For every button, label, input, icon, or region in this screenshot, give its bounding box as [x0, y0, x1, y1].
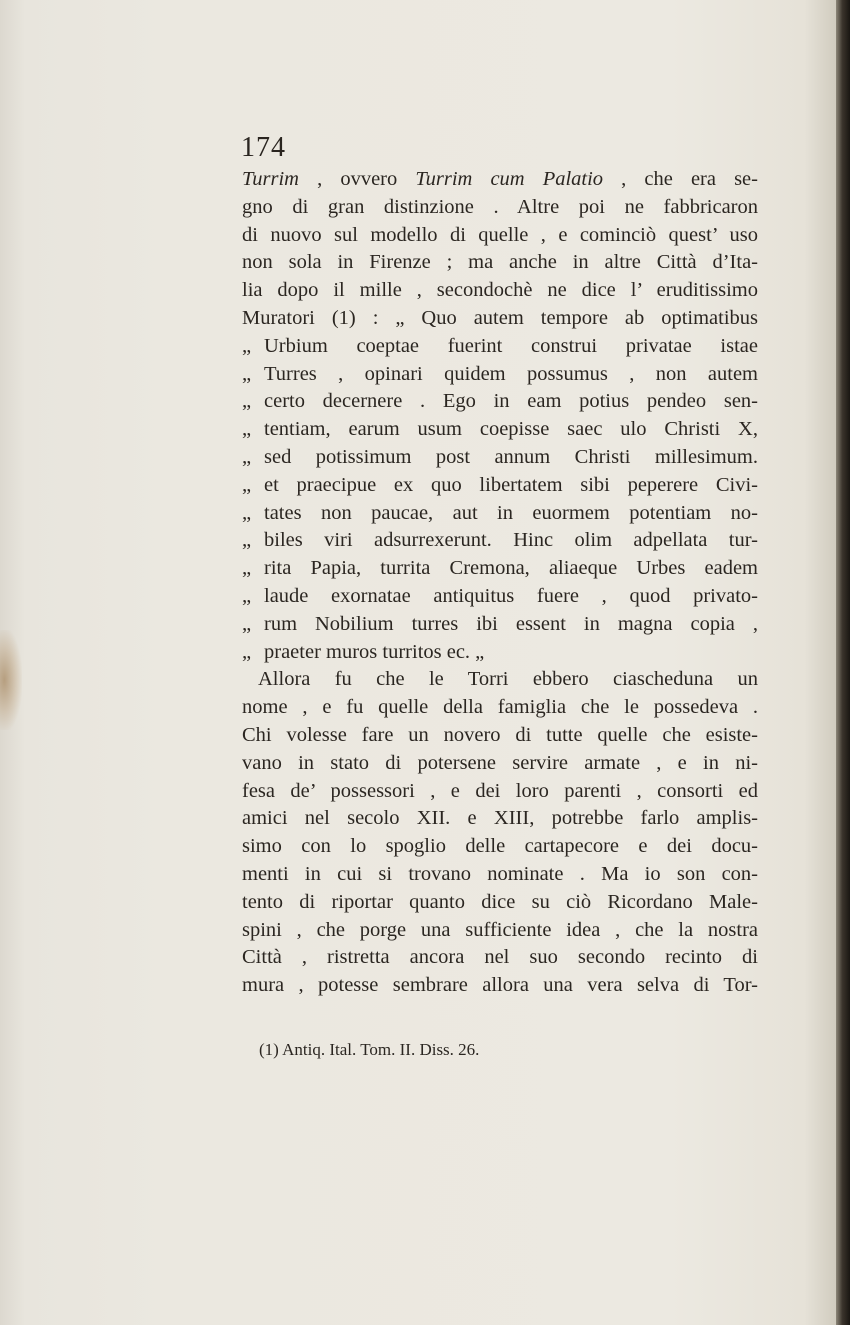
page-number: 174 — [241, 132, 286, 163]
text-line: fesa de’ possessori , e dei loro parenti , consorti ed — [242, 779, 758, 802]
quote-mark: „ — [242, 334, 252, 357]
paragraph-2 — [242, 666, 758, 1000]
quote-mark: „ — [242, 557, 252, 580]
quote-line: „ sed potissimum post annum Christi millesimum. — [242, 444, 758, 472]
italic-term: Turrim — [242, 168, 299, 190]
quote-line: „ rum Nobilium turres ibi essent in magna copia , — [242, 611, 758, 639]
text-line: menti in cui si trovano nominate . Ma io son con- — [242, 862, 758, 885]
text-line: vano in stato di potersene servire armate , e in ni- — [242, 751, 758, 774]
quote-mark: „ — [242, 390, 252, 413]
text-line: Chi volesse fare un novero di tutte quelle che esiste- — [242, 723, 758, 746]
quote-mark: „ — [242, 473, 252, 496]
text-line-2: gno di gran distinzione . Altre poi ne fabbricaron — [242, 195, 758, 218]
text-line: tento di riportar quanto dice su ciò Ricordano Male- — [242, 890, 758, 913]
text-line-1: Turrim , ovvero Turrim cum Palatio , che era se- — [242, 168, 758, 190]
quote-line: „ praeter muros turritos ec. „ — [242, 639, 758, 667]
text-line: spini , che porge una sufficiente idea , che la nostra — [242, 918, 758, 941]
text-line-5: lia dopo il mille , secondochè ne dice l’ eruditissimo — [242, 279, 758, 302]
quote-line: „ tates non paucae, aut in euormem potentiam no- — [242, 500, 758, 528]
quote-mark: „ — [242, 584, 252, 607]
text-line: simo con lo spoglio delle cartapecore e dei docu- — [242, 835, 758, 858]
quote-mark: „ — [242, 501, 252, 524]
quote-line: „ Urbium coeptae fuerint construi privatae istae — [242, 333, 758, 361]
italic-term: Turrim cum Palatio — [415, 168, 604, 190]
quote-line: „ certo decernere . Ego in eam potius pendeo sen- — [242, 388, 758, 416]
quote-line: „ biles viri adsurrexerunt. Hinc olim adpellata tur- — [242, 527, 758, 555]
quote-mark: „ — [242, 640, 252, 663]
text-line: mura , potesse sembrare allora una vera selva di Tor- — [242, 974, 758, 997]
quote-mark: „ — [242, 612, 252, 635]
quotation — [242, 333, 758, 667]
paragraph-first-line: Allora fu che le Torri ebbero ciascheduna un — [258, 668, 758, 691]
text-line-4: non sola in Firenze ; ma anche in altre Città d’Ita- — [242, 251, 758, 274]
quote-mark: „ — [242, 362, 252, 385]
footnote: (1) Antiq. Ital. Tom. II. Diss. 26. — [259, 1040, 480, 1059]
text-line-6: Muratori (1) : „ Quo autem tempore ab optimatibus — [242, 306, 758, 329]
quote-line: „ laude exornatae antiquitus fuere , quod privato- — [242, 583, 758, 611]
book-binding-edge — [836, 0, 850, 1325]
quote-mark: „ — [242, 418, 252, 441]
body-text — [242, 166, 758, 1000]
text-line: Città , ristretta ancora nel suo secondo recinto di — [242, 946, 758, 969]
quote-line: „ et praecipue ex quo libertatem sibi peperere Civi- — [242, 472, 758, 500]
paper-stain — [0, 630, 22, 730]
text-line: nome , e fu quelle della famiglia che le possedeva . — [242, 696, 758, 719]
text-line: amici nel secolo XII. e XIII, potrebbe farlo amplis- — [242, 807, 758, 830]
text-line-3: di nuovo sul modello di quelle , e cominciò quest’ uso — [242, 223, 758, 246]
quote-mark: „ — [242, 529, 252, 552]
quote-mark: „ — [242, 445, 252, 468]
quote-line: „ Turres , opinari quidem possumus , non autem — [242, 361, 758, 389]
quote-line: „ tentiam, earum usum coepisse saec ulo Christi X, — [242, 416, 758, 444]
quote-line: „ rita Papia, turrita Cremona, aliaeque Urbes eadem — [242, 555, 758, 583]
